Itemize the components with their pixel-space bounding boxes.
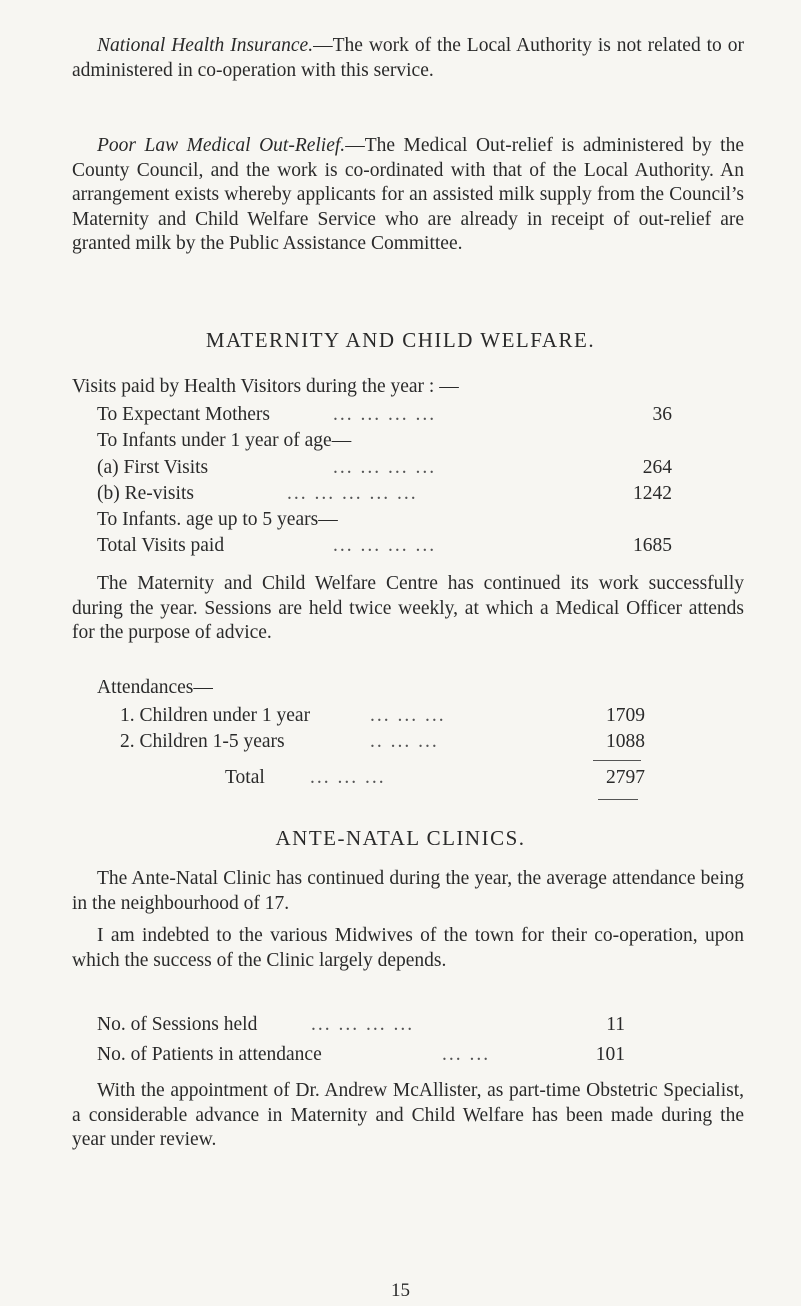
attendance-label: 1. Children under 1 year [120,705,311,726]
leader-dots: ... ... ... ... [333,457,437,478]
visits-label: Total Visits paid [97,535,225,556]
leader-dots: ... ... ... ... [333,535,437,556]
visits-label: (b) Re-visits [97,483,194,504]
anc-stat-label: No. of Patients in attendance [97,1044,322,1065]
attendance-value: 1709 [606,705,645,726]
anc-stat-label: No. of Sessions held [97,1014,258,1035]
total-rule [598,799,638,800]
anc-text-1: The Ante-Natal Clinic has continued during the year, the average attendance being in the neighbourhood of 17. [72,868,744,914]
anc-paragraph-2 [72,924,744,973]
mcw-heading: MATERNITY AND CHILD WELFARE. [205,328,596,352]
leader-dots: ... ... ... [370,705,446,726]
nhi-lead: National Health Insurance. [97,35,314,56]
anc-stat-value: 11 [606,1014,625,1035]
visits-label: (a) First Visits [97,457,209,478]
total-label: Total [225,767,265,788]
visits-value: 1685 [633,535,672,556]
leader-dots: ... ... ... ... ... [287,483,418,504]
attendance-value: 1088 [606,731,645,752]
attendances-title: Attendances— [97,677,213,698]
visits-value: 264 [642,457,672,478]
visits-value: 1242 [633,483,672,504]
centre-text: The Maternity and Child Welfare Centre has continued its work successfully during the year. Sessions are held twice weekly, at which a Medical Officer attends for the purpose of advice. [72,573,744,643]
leader-dots: ... ... [442,1044,491,1065]
visits-label: To Infants. age up to 5 years— [97,509,338,530]
nhi-paragraph [72,34,744,83]
centre-paragraph [72,572,744,646]
visits-label: To Infants under 1 year of age— [97,430,352,451]
leader-dots: ... ... ... ... [311,1014,415,1035]
leader-dots: .. ... ... [370,731,439,752]
sum-rule [593,760,641,761]
anc-paragraph-3 [72,1079,744,1153]
poor-law-paragraph [72,134,744,257]
anc-stat-value: 101 [595,1044,625,1065]
anc-text-3: With the appointment of Dr. Andrew McAllister, as part-time Obstetric Specialist, a considerable advance in Maternity and Child Welfare has been made during the year under review. [72,1080,744,1150]
poor-law-lead: Poor Law Medical Out-Relief. [97,135,346,156]
visits-label: To Expectant Mothers [97,404,271,425]
anc-heading: ANTE-NATAL CLINICS. [275,826,526,850]
visits-value: 36 [652,404,672,425]
nhi-text: —The work of the Local Authority is not related to or administered in co-operation with this service. [72,35,744,81]
leader-dots: ... ... ... ... [333,404,437,425]
leader-dots: ... ... ... [310,767,386,788]
anc-text-2: I am indebted to the various Midwives of the town for their co-operation, upon which the success of the Clinic largely depends. [72,925,744,971]
total-value: 2797 [606,767,645,788]
page-number: 15 [391,1280,410,1301]
poor-law-text: —The Medical Out-relief is administered by the County Council, and the work is co-ordinated with that of the Local Authority. An arrangement exists whereby applicants for an assisted milk supply from the Council’s Maternity and Child Welfare Service who are already in receipt of out-relief are granted milk by the Public Assistance Committee. [72,135,744,254]
attendance-label: 2. Children 1-5 years [120,731,285,752]
anc-paragraph-1 [72,867,744,916]
visits-intro: Visits paid by Health Visitors during the year : — [72,376,459,397]
